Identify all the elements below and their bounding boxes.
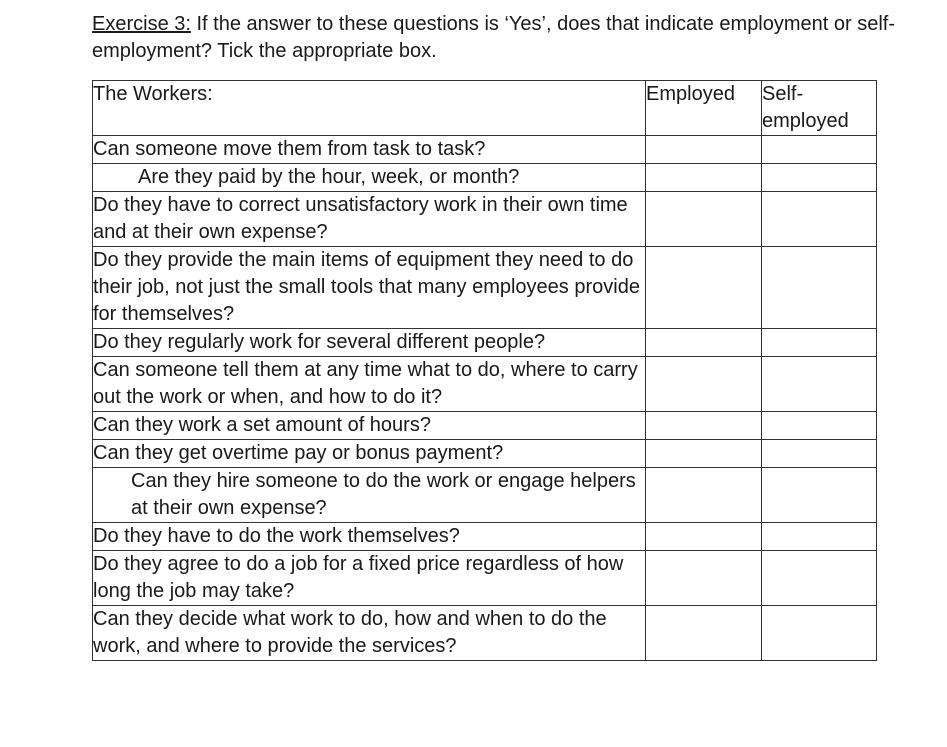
self-employed-tick-box[interactable]	[762, 412, 877, 440]
workers-table	[92, 80, 877, 661]
employed-tick-box[interactable]	[646, 440, 762, 468]
header-self-employed: Self-employed	[762, 81, 877, 136]
employed-tick-box[interactable]	[646, 247, 762, 329]
table-row	[93, 357, 877, 412]
table-row	[93, 606, 877, 661]
employed-tick-box[interactable]	[646, 329, 762, 357]
employed-tick-box[interactable]	[646, 136, 762, 164]
question-cell: Can they decide what work to do, how and when to do the work, and where to provide the services?	[93, 606, 646, 661]
header-employed: Employed	[646, 81, 762, 136]
self-employed-tick-box[interactable]	[762, 192, 877, 247]
table-row	[93, 164, 877, 192]
table-row	[93, 192, 877, 247]
table-row	[93, 468, 877, 523]
question-cell: Can someone tell them at any time what to do, where to carry out the work or when, and how to do it?	[93, 357, 646, 412]
exercise-intro	[92, 11, 912, 65]
self-employed-tick-box[interactable]	[762, 440, 877, 468]
self-employed-tick-box[interactable]	[762, 164, 877, 192]
self-employed-tick-box[interactable]	[762, 329, 877, 357]
question-cell: Are they paid by the hour, week, or month?	[93, 164, 646, 192]
question-cell: Do they agree to do a job for a fixed price regardless of how long the job may take?	[93, 551, 646, 606]
question-cell: Can they work a set amount of hours?	[93, 412, 646, 440]
employed-tick-box[interactable]	[646, 468, 762, 523]
self-employed-tick-box[interactable]	[762, 136, 877, 164]
employed-tick-box[interactable]	[646, 606, 762, 661]
self-employed-tick-box[interactable]	[762, 357, 877, 412]
self-employed-tick-box[interactable]	[762, 247, 877, 329]
question-cell: Do they have to correct unsatisfactory work in their own time and at their own expense?	[93, 192, 646, 247]
table-row	[93, 329, 877, 357]
question-cell: Do they regularly work for several different people?	[93, 329, 646, 357]
self-employed-tick-box[interactable]	[762, 551, 877, 606]
question-cell: Can they hire someone to do the work or engage helpers at their own expense?	[93, 468, 646, 523]
table-row	[93, 440, 877, 468]
header-workers: The Workers:	[93, 81, 646, 136]
employed-tick-box[interactable]	[646, 164, 762, 192]
question-cell: Do they provide the main items of equipment they need to do their job, not just the small tools that many employees provide for themselves?	[93, 247, 646, 329]
question-cell: Can someone move them from task to task?	[93, 136, 646, 164]
self-employed-tick-box[interactable]	[762, 468, 877, 523]
exercise-instruction: If the answer to these questions is ‘Yes’, does that indicate employment or self-employment? Tick the appropriate box.	[92, 13, 896, 62]
table-row	[93, 523, 877, 551]
employed-tick-box[interactable]	[646, 192, 762, 247]
employed-tick-box[interactable]	[646, 412, 762, 440]
self-employed-tick-box[interactable]	[762, 606, 877, 661]
table-header-row	[93, 81, 877, 136]
exercise-label: Exercise 3:	[92, 13, 191, 35]
self-employed-tick-box[interactable]	[762, 523, 877, 551]
table-row	[93, 551, 877, 606]
employed-tick-box[interactable]	[646, 357, 762, 412]
table-row	[93, 412, 877, 440]
employed-tick-box[interactable]	[646, 523, 762, 551]
table-row	[93, 247, 877, 329]
employed-tick-box[interactable]	[646, 551, 762, 606]
table-row	[93, 136, 877, 164]
question-cell: Can they get overtime pay or bonus payment?	[93, 440, 646, 468]
question-cell: Do they have to do the work themselves?	[93, 523, 646, 551]
